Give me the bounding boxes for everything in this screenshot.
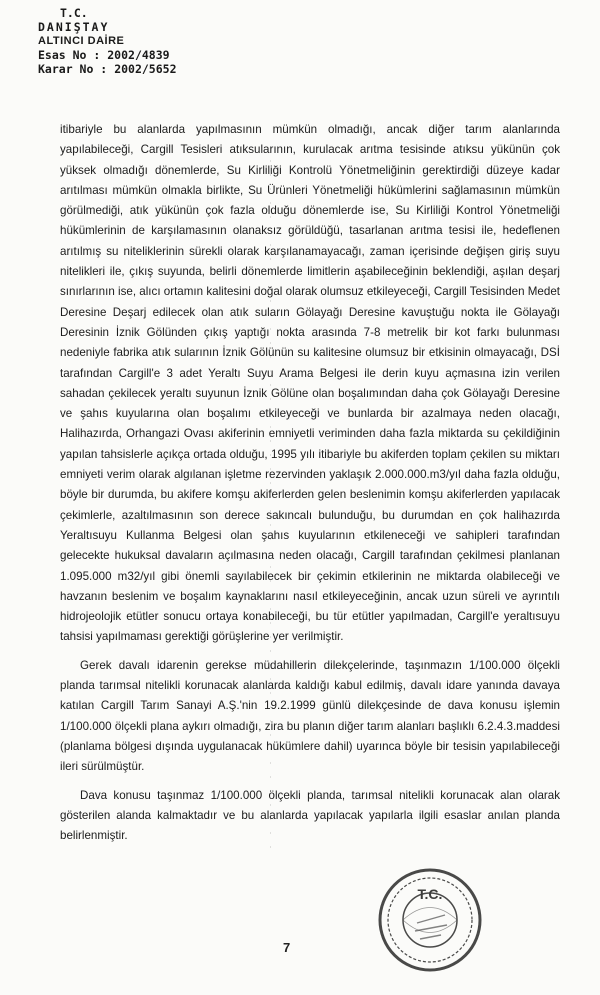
document-header (38, 6, 177, 76)
case-number-line (38, 48, 177, 62)
institution-name: DANIŞTAY (38, 20, 110, 34)
case-number: 2002/4839 (107, 48, 170, 62)
paragraph-objections: Gerek davalı idarenin gerekse müdahillerin dilekçelerinde, taşınmazın 1/100.000 ölçekli planda tarımsal nitelikli korunacak alanlarda kaldığı kabul edilmiş, davalı idare yanında davaya katılan Cargill Tarım Sanayi A.Ş.'nin 19.2.1999 günlü dilekçesinde de dava konusu işlemin 1/100.000 ölçekli plana aykırı olmadığı, zira bu planın diğer tarım alanları başlıklı 6.2.4.3.maddesi (planlama bölgesi dışında uygulanacak hükümlere dahil) uyarınca böyle bir tesisin yapılabileceği ileri sürülmüştür. (60, 658, 560, 774)
decision-number: 2002/5652 (114, 62, 177, 76)
chamber-name: ALTINCI DAİRE (38, 35, 125, 47)
official-seal-stamp (375, 865, 485, 975)
case-number-label: Esas No : (38, 48, 101, 62)
stamp-label: T.C. (417, 886, 443, 902)
document-body (60, 120, 560, 846)
paragraph-continued: itibariyle bu alanlarda yapılmasının mümkün olmadığı, ancak diğer tarım alanlarında yapılabileceği, Cargill Tesisleri atıksularının, kurulacak arıtma tesisinde atıksu yükünün çok yüksek olmadığı dönemlerde, Su Kirliliği Kontrolü Yönetmeliğinin gerektirdiği düzeye kadar arıtılması mümkün olmakla birlikte, Su Ürünleri Yönetmeliği hükümlerini sağlamasının mümkün görülmediği, atık yükünün çok fazla olduğu dönemlerde ise, Su Kirliliği Kontrol Yönetmeliği hükümlerinin de karşılamasının olanaksız görüldüğü, tasarlanan arıtma tesisi ile, hedeflenen arıtılmış su niteliklerinin sürekli olarak karşılanamayacağı, zaman içerisinde değişen giriş suyu nitelikleri ile, çıkış suyunda, belirli dönemlerde limitlerin aşabileceğinin beklendiği, aşılan deşarj sınırlarının ise, alıcı ortamın kalitesini doğal olarak olumsuz etkileyeceği, Cargill Tesisinden Medet Deresine Deşarj edilecek olan atık suların Gölayağı Deresine kavuştuğu nokta ile Gölayağı Deresinin İznik Gölünden çıkış yaptığı nokta arasında 7-8 metrelik bir kot farkı bulunması nedeniyle fabrika atık sularının İznik Gölünün su kalitesine olumsuz bir etkisinin olmayacağı, DSİ tarafından Cargill'e 3 adet Yeraltı Suyu Arama Belgesi ile derin kuyu açmasına izin verilen sahadan çekilecek yeraltı suyunun İznik Gölüne olan boşalımından daha çok Gölayağı Deresine ve şahıs kuyularına olan boşalımı etkileyeceği ve bunlarda bir azalmaya neden olacağı, Halihazırda, Orhangazi Ovası akiferinin emniyetli veriminden daha fazla miktarda su çekildiğinin yapılan tahsislerle açıkça ortada olduğu, 1995 yılı itibariyle bu akiferden toplam çekilen su miktarı emniyeti verim olarak algılanan işletme rezervinden yaklaşık 2.000.000.m3/yıl daha fazla olduğu, böyle bir durumda, bu akifere komşu akiferlerden gelen beslenimin komşu akiferlerden yapılacak çekimlerle, azaltılmasının son derece sakıncalı bulunduğu, bu durumdan en çok halihazırda Yeraltısuyu Kullanma Belgesi olan şahıs kuyularının etkileneceği ve sahipleri tarafından gelecekte hukuksal davaların açılmasına neden olacağı, Cargill tarafından çekilmesi planlanan 1.095.000 m32/yıl gibi önemli sayılabilecek bir çekimin etkilerinin ne miktarda olabileceği ve havzanın beslenim ve boşalım kaynaklarını nasıl etkileyeceğinin, ancak uzun süreli ve ayrıntılı hidrojeolojik etütler sonucu ortaya konabileceği, bu tür etütler yapılmadan, Cargill'e yeraltısuyu tahsisi yapılmaması gerektiği görüşlerine yer verilmiştir. (60, 123, 560, 644)
decision-number-line (38, 62, 177, 76)
paragraph-plan-status: Dava konusu taşınmaz 1/100.000 ölçekli planda, tarımsal nitelikli korunacak alan olarak gösterilen alanda kalmaktadır ve bu alanlarda yapılacak yapılarla ilgili esaslar anılan planda belirlenmiştir. (60, 788, 560, 843)
decision-number-label: Karar No : (38, 62, 108, 76)
institution-prefix: T.C. (60, 6, 88, 20)
page-number: 7 (283, 940, 291, 955)
